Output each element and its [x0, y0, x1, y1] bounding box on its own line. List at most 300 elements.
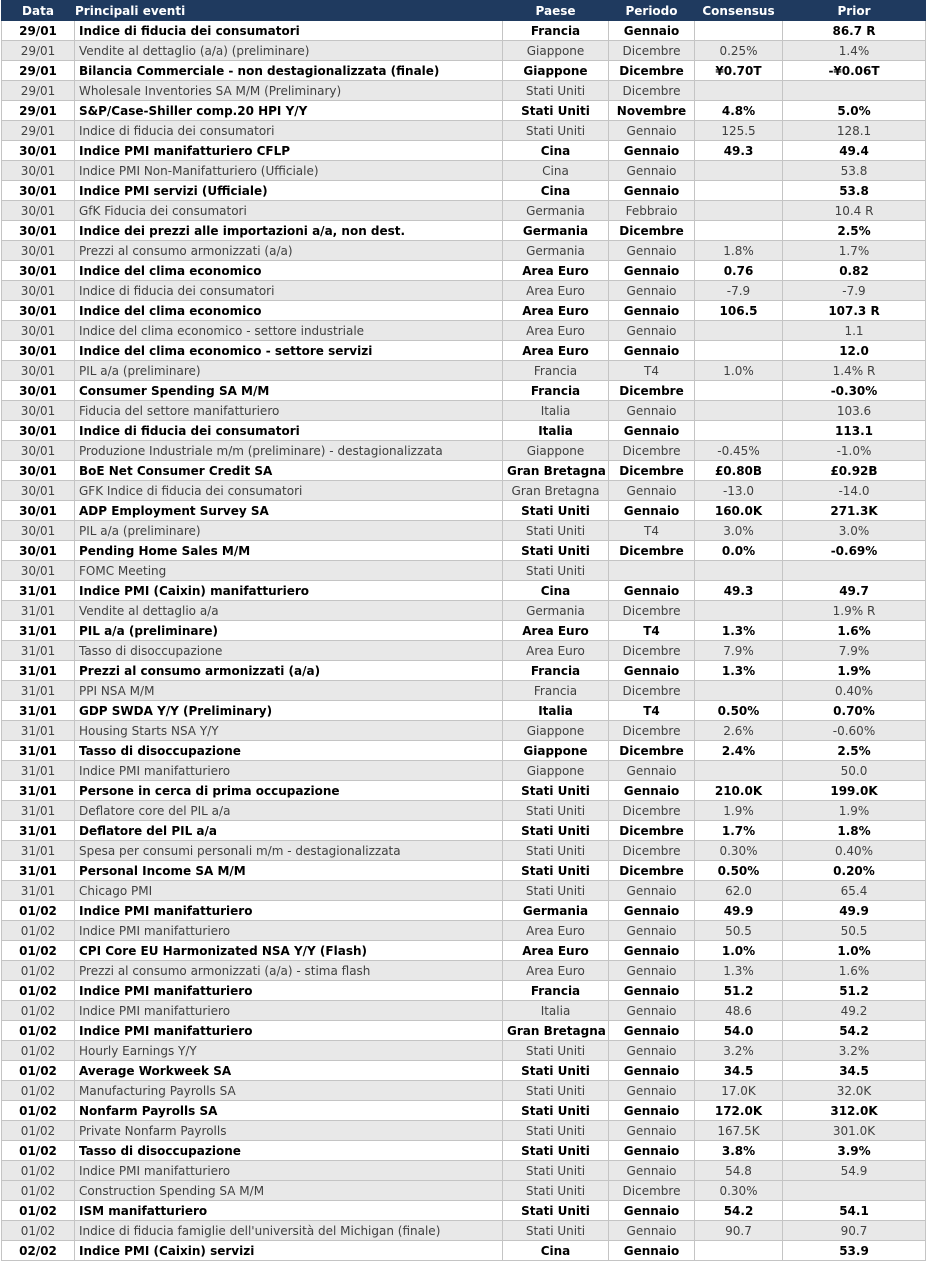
cell-period: Gennaio	[609, 761, 695, 781]
cell-period: Gennaio	[609, 1201, 695, 1221]
cell-prior	[783, 81, 926, 101]
cell-event: Indice PMI manifatturiero CFLP	[75, 141, 503, 161]
cell-date: 30/01	[2, 201, 75, 221]
cell-prior: -¥0.06T	[783, 61, 926, 81]
cell-period: Gennaio	[609, 781, 695, 801]
cell-country: Area Euro	[503, 921, 609, 941]
cell-event: Hourly Earnings Y/Y	[75, 1041, 503, 1061]
cell-consensus	[695, 601, 783, 621]
cell-prior: 86.7 R	[783, 21, 926, 41]
cell-event: Indice PMI manifatturiero	[75, 1161, 503, 1181]
cell-period: Gennaio	[609, 1001, 695, 1021]
cell-period: Gennaio	[609, 1041, 695, 1061]
cell-event: Indice del clima economico	[75, 301, 503, 321]
table-row	[2, 101, 926, 121]
cell-prior: 51.2	[783, 981, 926, 1001]
table-row	[2, 341, 926, 361]
cell-consensus: 4.8%	[695, 101, 783, 121]
table-row	[2, 61, 926, 81]
cell-consensus: 0.50%	[695, 861, 783, 881]
cell-period: Dicembre	[609, 821, 695, 841]
cell-date: 31/01	[2, 661, 75, 681]
cell-prior: -0.69%	[783, 541, 926, 561]
cell-event: Indice di fiducia dei consumatori	[75, 21, 503, 41]
cell-consensus	[695, 201, 783, 221]
cell-event: Deflatore core del PIL a/a	[75, 801, 503, 821]
cell-prior: -0.60%	[783, 721, 926, 741]
table-row	[2, 781, 926, 801]
table-body	[2, 21, 926, 1261]
cell-date: 30/01	[2, 181, 75, 201]
cell-period: Novembre	[609, 101, 695, 121]
cell-country: Stati Uniti	[503, 1221, 609, 1241]
cell-country: Italia	[503, 421, 609, 441]
cell-consensus: 2.6%	[695, 721, 783, 741]
table-row	[2, 1241, 926, 1261]
cell-prior: 54.1	[783, 1201, 926, 1221]
cell-prior: 1.9%	[783, 661, 926, 681]
cell-consensus	[695, 321, 783, 341]
cell-country: Area Euro	[503, 621, 609, 641]
cell-period: Dicembre	[609, 81, 695, 101]
cell-event: Indice di fiducia dei consumatori	[75, 421, 503, 441]
table-row	[2, 741, 926, 761]
cell-event: Bilancia Commerciale - non destagionalizzata (finale)	[75, 61, 503, 81]
cell-period: Gennaio	[609, 961, 695, 981]
cell-period: Gennaio	[609, 181, 695, 201]
cell-consensus: £0.80B	[695, 461, 783, 481]
cell-consensus	[695, 161, 783, 181]
cell-date: 01/02	[2, 1001, 75, 1021]
cell-consensus	[695, 181, 783, 201]
cell-country: Gran Bretagna	[503, 1021, 609, 1041]
cell-consensus: 1.0%	[695, 941, 783, 961]
cell-date: 30/01	[2, 521, 75, 541]
cell-prior: 54.9	[783, 1161, 926, 1181]
cell-prior: 49.7	[783, 581, 926, 601]
cell-prior: 0.82	[783, 261, 926, 281]
cell-period: Dicembre	[609, 641, 695, 661]
table-row	[2, 701, 926, 721]
cell-prior: 53.8	[783, 161, 926, 181]
cell-country: Stati Uniti	[503, 821, 609, 841]
cell-period: Gennaio	[609, 661, 695, 681]
cell-consensus: 34.5	[695, 1061, 783, 1081]
table-row	[2, 441, 926, 461]
table-row	[2, 181, 926, 201]
cell-event: Indice PMI servizi (Ufficiale)	[75, 181, 503, 201]
cell-consensus: 106.5	[695, 301, 783, 321]
cell-consensus: 17.0K	[695, 1081, 783, 1101]
table-row	[2, 1201, 926, 1221]
cell-event: FOMC Meeting	[75, 561, 503, 581]
cell-consensus: 1.3%	[695, 661, 783, 681]
cell-period: Gennaio	[609, 161, 695, 181]
cell-country: Cina	[503, 1241, 609, 1261]
cell-country: Stati Uniti	[503, 1061, 609, 1081]
cell-consensus	[695, 681, 783, 701]
table-row	[2, 621, 926, 641]
cell-country: Area Euro	[503, 261, 609, 281]
cell-prior: 54.2	[783, 1021, 926, 1041]
cell-event: Indice del clima economico - settore servizi	[75, 341, 503, 361]
cell-consensus: 54.8	[695, 1161, 783, 1181]
cell-date: 30/01	[2, 421, 75, 441]
cell-date: 31/01	[2, 781, 75, 801]
cell-prior: 50.0	[783, 761, 926, 781]
cell-prior: 301.0K	[783, 1121, 926, 1141]
cell-date: 01/02	[2, 1141, 75, 1161]
cell-consensus: 125.5	[695, 121, 783, 141]
cell-period: Dicembre	[609, 741, 695, 761]
table-row	[2, 861, 926, 881]
cell-prior: 34.5	[783, 1061, 926, 1081]
cell-event: Vendite al dettaglio (a/a) (preliminare)	[75, 41, 503, 61]
cell-period: Dicembre	[609, 461, 695, 481]
cell-event: Manufacturing Payrolls SA	[75, 1081, 503, 1101]
cell-consensus: 3.0%	[695, 521, 783, 541]
cell-country: Stati Uniti	[503, 861, 609, 881]
cell-event: S&P/Case-Shiller comp.20 HPI Y/Y	[75, 101, 503, 121]
cell-prior: 1.6%	[783, 621, 926, 641]
cell-event: ISM manifatturiero	[75, 1201, 503, 1221]
cell-prior: 90.7	[783, 1221, 926, 1241]
cell-date: 30/01	[2, 141, 75, 161]
cell-prior: 0.70%	[783, 701, 926, 721]
cell-date: 31/01	[2, 581, 75, 601]
cell-event: GFK Indice di fiducia dei consumatori	[75, 481, 503, 501]
cell-period: Dicembre	[609, 441, 695, 461]
cell-consensus: 1.0%	[695, 361, 783, 381]
cell-country: Stati Uniti	[503, 1101, 609, 1121]
table-row	[2, 821, 926, 841]
table-row	[2, 501, 926, 521]
cell-consensus: 1.7%	[695, 821, 783, 841]
cell-event: Indice del clima economico	[75, 261, 503, 281]
cell-prior: -1.0%	[783, 441, 926, 461]
cell-country: Stati Uniti	[503, 801, 609, 821]
cell-period: Gennaio	[609, 421, 695, 441]
cell-country: Germania	[503, 241, 609, 261]
cell-event: ADP Employment Survey SA	[75, 501, 503, 521]
cell-consensus	[695, 21, 783, 41]
cell-date: 29/01	[2, 41, 75, 61]
cell-consensus: 50.5	[695, 921, 783, 941]
cell-consensus	[695, 401, 783, 421]
cell-event: Personal Income SA M/M	[75, 861, 503, 881]
cell-date: 01/02	[2, 1221, 75, 1241]
cell-prior: 1.0%	[783, 941, 926, 961]
cell-event: GfK Fiducia dei consumatori	[75, 201, 503, 221]
cell-event: Indice PMI manifatturiero	[75, 901, 503, 921]
cell-event: Indice di fiducia dei consumatori	[75, 281, 503, 301]
cell-prior: 0.40%	[783, 841, 926, 861]
cell-consensus	[695, 561, 783, 581]
table-row	[2, 1001, 926, 1021]
cell-prior: 49.9	[783, 901, 926, 921]
cell-prior: -7.9	[783, 281, 926, 301]
cell-prior: 312.0K	[783, 1101, 926, 1121]
table-row	[2, 1161, 926, 1181]
cell-period: Gennaio	[609, 1101, 695, 1121]
table-row	[2, 1041, 926, 1061]
cell-event: PPI NSA M/M	[75, 681, 503, 701]
cell-date: 30/01	[2, 161, 75, 181]
table-row	[2, 961, 926, 981]
cell-country: Stati Uniti	[503, 501, 609, 521]
table-row	[2, 401, 926, 421]
cell-date: 30/01	[2, 241, 75, 261]
cell-country: Gran Bretagna	[503, 481, 609, 501]
cell-consensus: 7.9%	[695, 641, 783, 661]
cell-country: Francia	[503, 361, 609, 381]
cell-period: T4	[609, 361, 695, 381]
cell-date: 30/01	[2, 441, 75, 461]
table-row	[2, 881, 926, 901]
cell-consensus: -13.0	[695, 481, 783, 501]
cell-period: Dicembre	[609, 221, 695, 241]
cell-date: 01/02	[2, 1061, 75, 1081]
cell-prior: 65.4	[783, 881, 926, 901]
cell-event: Tasso di disoccupazione	[75, 641, 503, 661]
table-row	[2, 921, 926, 941]
cell-country: Italia	[503, 701, 609, 721]
cell-consensus: 1.3%	[695, 621, 783, 641]
cell-date: 30/01	[2, 541, 75, 561]
cell-consensus: 3.8%	[695, 1141, 783, 1161]
table-row	[2, 761, 926, 781]
cell-event: Indice PMI manifatturiero	[75, 921, 503, 941]
cell-country: Stati Uniti	[503, 521, 609, 541]
cell-date: 31/01	[2, 861, 75, 881]
table-row	[2, 1221, 926, 1241]
cell-country: Area Euro	[503, 961, 609, 981]
header-period: Periodo	[609, 1, 695, 21]
cell-country: Giappone	[503, 741, 609, 761]
cell-consensus: 0.30%	[695, 841, 783, 861]
table-row	[2, 301, 926, 321]
cell-country: Cina	[503, 161, 609, 181]
table-row	[2, 1081, 926, 1101]
cell-period: T4	[609, 701, 695, 721]
cell-prior: 1.4%	[783, 41, 926, 61]
cell-consensus: 0.50%	[695, 701, 783, 721]
cell-country: Francia	[503, 681, 609, 701]
cell-date: 01/02	[2, 1081, 75, 1101]
cell-country: Germania	[503, 221, 609, 241]
cell-prior: 2.5%	[783, 741, 926, 761]
cell-period: Gennaio	[609, 1221, 695, 1241]
cell-date: 31/01	[2, 701, 75, 721]
economic-calendar-table	[1, 0, 926, 1261]
cell-period: Gennaio	[609, 141, 695, 161]
cell-event: Indice di fiducia famiglie dell'università del Michigan (finale)	[75, 1221, 503, 1241]
cell-prior	[783, 1181, 926, 1201]
header-date: Data	[2, 1, 75, 21]
cell-consensus: -7.9	[695, 281, 783, 301]
cell-country: Francia	[503, 21, 609, 41]
table-row	[2, 41, 926, 61]
cell-date: 30/01	[2, 261, 75, 281]
cell-date: 30/01	[2, 561, 75, 581]
cell-consensus: 49.3	[695, 141, 783, 161]
header-prior: Prior	[783, 1, 926, 21]
cell-date: 30/01	[2, 401, 75, 421]
cell-prior: 271.3K	[783, 501, 926, 521]
cell-consensus	[695, 381, 783, 401]
cell-country: Area Euro	[503, 641, 609, 661]
cell-consensus: 210.0K	[695, 781, 783, 801]
cell-country: Giappone	[503, 761, 609, 781]
cell-country: Area Euro	[503, 341, 609, 361]
cell-prior: 103.6	[783, 401, 926, 421]
cell-date: 30/01	[2, 341, 75, 361]
table-row	[2, 1141, 926, 1161]
cell-country: Stati Uniti	[503, 1041, 609, 1061]
cell-country: Cina	[503, 581, 609, 601]
table-row	[2, 121, 926, 141]
table-row	[2, 81, 926, 101]
cell-prior: -14.0	[783, 481, 926, 501]
cell-consensus: 1.3%	[695, 961, 783, 981]
table-row	[2, 941, 926, 961]
cell-period: Gennaio	[609, 1081, 695, 1101]
cell-country: Francia	[503, 981, 609, 1001]
cell-event: Tasso di disoccupazione	[75, 1141, 503, 1161]
cell-period	[609, 561, 695, 581]
cell-prior: 0.40%	[783, 681, 926, 701]
cell-date: 01/02	[2, 901, 75, 921]
cell-period: Gennaio	[609, 261, 695, 281]
cell-country: Area Euro	[503, 321, 609, 341]
cell-period: Gennaio	[609, 481, 695, 501]
cell-country: Stati Uniti	[503, 1181, 609, 1201]
table-row	[2, 1181, 926, 1201]
cell-country: Giappone	[503, 721, 609, 741]
table-row	[2, 1021, 926, 1041]
cell-prior: 1.9% R	[783, 601, 926, 621]
table-row	[2, 261, 926, 281]
table-row	[2, 421, 926, 441]
cell-date: 31/01	[2, 681, 75, 701]
cell-event: Produzione Industriale m/m (preliminare) - destagionalizzata	[75, 441, 503, 461]
cell-date: 31/01	[2, 601, 75, 621]
cell-date: 01/02	[2, 1201, 75, 1221]
cell-country: Stati Uniti	[503, 1161, 609, 1181]
cell-country: Stati Uniti	[503, 561, 609, 581]
cell-prior: 7.9%	[783, 641, 926, 661]
cell-date: 01/02	[2, 1121, 75, 1141]
cell-date: 29/01	[2, 61, 75, 81]
cell-prior: 199.0K	[783, 781, 926, 801]
header-consensus: Consensus	[695, 1, 783, 21]
header-row	[2, 1, 926, 21]
cell-prior: 107.3 R	[783, 301, 926, 321]
cell-country: Cina	[503, 141, 609, 161]
cell-prior: 1.4% R	[783, 361, 926, 381]
cell-prior: £0.92B	[783, 461, 926, 481]
table-row	[2, 381, 926, 401]
table-row	[2, 721, 926, 741]
cell-prior: 3.0%	[783, 521, 926, 541]
cell-date: 29/01	[2, 121, 75, 141]
cell-country: Area Euro	[503, 301, 609, 321]
cell-country: Stati Uniti	[503, 841, 609, 861]
cell-period: Gennaio	[609, 281, 695, 301]
cell-country: Stati Uniti	[503, 541, 609, 561]
cell-consensus	[695, 81, 783, 101]
cell-date: 31/01	[2, 721, 75, 741]
table-row	[2, 1121, 926, 1141]
cell-period: Gennaio	[609, 1161, 695, 1181]
cell-period: Gennaio	[609, 301, 695, 321]
cell-date: 01/02	[2, 1161, 75, 1181]
cell-country: Stati Uniti	[503, 1081, 609, 1101]
cell-period: T4	[609, 621, 695, 641]
cell-date: 30/01	[2, 301, 75, 321]
cell-prior: 1.1	[783, 321, 926, 341]
cell-consensus: 62.0	[695, 881, 783, 901]
cell-country: Giappone	[503, 441, 609, 461]
cell-prior: 12.0	[783, 341, 926, 361]
cell-consensus: 0.30%	[695, 1181, 783, 1201]
table-row	[2, 361, 926, 381]
cell-period: Gennaio	[609, 501, 695, 521]
cell-prior: 0.20%	[783, 861, 926, 881]
cell-period: Dicembre	[609, 861, 695, 881]
cell-date: 01/02	[2, 1021, 75, 1041]
header-country: Paese	[503, 1, 609, 21]
cell-event: Vendite al dettaglio a/a	[75, 601, 503, 621]
cell-event: BoE Net Consumer Credit SA	[75, 461, 503, 481]
table-row	[2, 461, 926, 481]
cell-event: Housing Starts NSA Y/Y	[75, 721, 503, 741]
table-row	[2, 681, 926, 701]
cell-event: Fiducia del settore manifatturiero	[75, 401, 503, 421]
cell-event: Tasso di disoccupazione	[75, 741, 503, 761]
cell-prior: 2.5%	[783, 221, 926, 241]
cell-period: Gennaio	[609, 341, 695, 361]
cell-date: 02/02	[2, 1241, 75, 1261]
cell-country: Stati Uniti	[503, 101, 609, 121]
cell-country: Stati Uniti	[503, 1201, 609, 1221]
cell-prior: -0.30%	[783, 381, 926, 401]
cell-date: 01/02	[2, 1041, 75, 1061]
cell-prior: 50.5	[783, 921, 926, 941]
cell-consensus	[695, 421, 783, 441]
table-row	[2, 561, 926, 581]
table-row	[2, 521, 926, 541]
cell-consensus	[695, 221, 783, 241]
cell-prior: 113.1	[783, 421, 926, 441]
cell-event: Indice PMI (Caixin) servizi	[75, 1241, 503, 1261]
table-row	[2, 801, 926, 821]
cell-date: 30/01	[2, 321, 75, 341]
cell-country: Giappone	[503, 41, 609, 61]
cell-period: Gennaio	[609, 901, 695, 921]
cell-date: 01/02	[2, 941, 75, 961]
cell-event: Indice PMI manifatturiero	[75, 761, 503, 781]
cell-prior: 1.7%	[783, 241, 926, 261]
cell-consensus: 0.25%	[695, 41, 783, 61]
cell-event: PIL a/a (preliminare)	[75, 621, 503, 641]
cell-period: Gennaio	[609, 1121, 695, 1141]
cell-event: Wholesale Inventories SA M/M (Preliminary)	[75, 81, 503, 101]
cell-consensus: 1.9%	[695, 801, 783, 821]
cell-period: Dicembre	[609, 541, 695, 561]
cell-prior: 1.9%	[783, 801, 926, 821]
cell-prior: 1.6%	[783, 961, 926, 981]
